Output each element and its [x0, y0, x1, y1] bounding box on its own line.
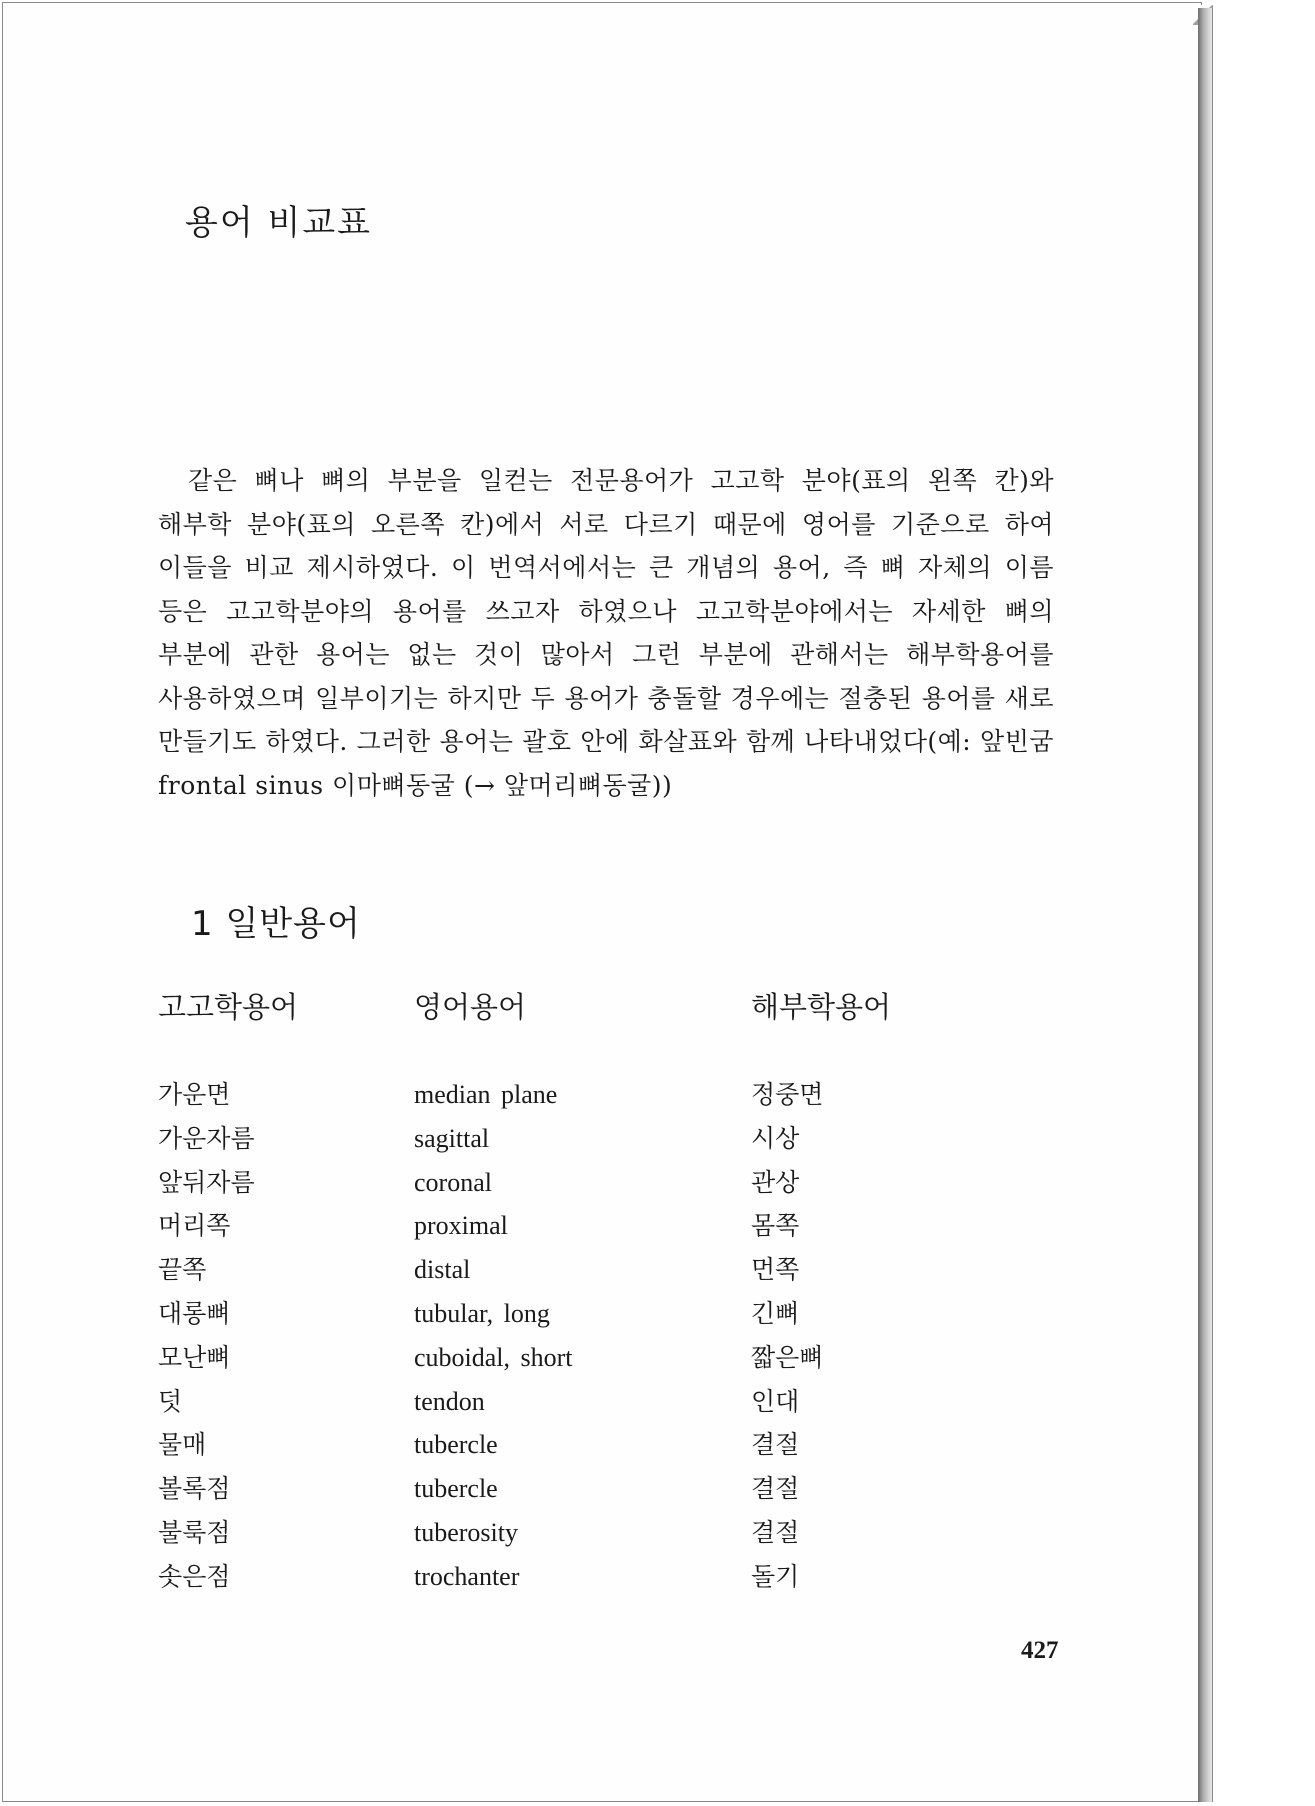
page-title: 용어 비교표 — [185, 203, 373, 243]
anatomy-term: 짧은뼈 — [751, 1342, 824, 1372]
english-term: tubercle — [414, 1430, 498, 1460]
intro-paragraph: 같은 뼈나 뼈의 부분을 일컫는 전문용어가 고고학 분야(표의 왼쪽 칸)와 해부학 분야(표의 오른쪽 칸)에서 서로 다르기 때문에 영어를 기준으로 하여 이들을 비교 제시하였다. 이 번역서에서는 큰 개념의 용어, 즉 뼈 자체의 이름 등은 고고학분야의 용어를 쓰고자 하였으나 고고학분야에서는 자세한 뼈의 부분에 관한 용어는 없는 것이 많아서 그런 부분에 관해서는 해부학용어를 사용하였으며 일부이기는 하지만 두 용어가 충돌할 경우에는 절충된 용어를 새로 만들기도 하였다. 그러한 용어는 괄호 안에 화살표와 함께 나타내었다(예: 앞빈굼 frontal sinus 이마뼈동굴 (→ 앞머리뼈동굴)) — [158, 466, 1054, 800]
english-term: median plane — [414, 1080, 558, 1109]
anatomy-term: 인대 — [751, 1386, 800, 1416]
table-row — [158, 1204, 1058, 1248]
archaeology-term: 솟은점 — [158, 1561, 231, 1591]
anatomy-term: 돌기 — [751, 1561, 800, 1591]
page-edge — [1198, 8, 1213, 1802]
section-heading: 1 일반용어 — [191, 904, 361, 944]
english-term: tendon — [414, 1386, 485, 1416]
english-term: proximal — [414, 1211, 508, 1241]
column-header-english: 영어용어 — [414, 990, 527, 1024]
anatomy-term: 결절 — [751, 1517, 800, 1547]
column-header-archaeology: 고고학용어 — [158, 990, 299, 1024]
english-term: cuboidal, short — [414, 1342, 573, 1372]
archaeology-term: 가운면 — [158, 1080, 231, 1109]
anatomy-term: 시상 — [751, 1123, 800, 1153]
table-row — [158, 1161, 1058, 1205]
table-row — [158, 1555, 1058, 1599]
table-row — [158, 1292, 1058, 1336]
archaeology-term: 대롱뼈 — [158, 1298, 231, 1328]
anatomy-term: 먼쪽 — [751, 1255, 800, 1285]
anatomy-term: 결절 — [751, 1474, 800, 1504]
english-term: tuberosity — [414, 1517, 518, 1547]
english-term: coronal — [414, 1167, 492, 1197]
anatomy-term: 정중면 — [751, 1080, 824, 1109]
table-row — [158, 1511, 1058, 1555]
table-row — [158, 1380, 1058, 1424]
archaeology-term: 앞뒤자름 — [158, 1167, 255, 1197]
table-row — [158, 1467, 1058, 1511]
anatomy-term: 관상 — [751, 1167, 800, 1197]
archaeology-term: 물매 — [158, 1430, 207, 1460]
anatomy-term: 결절 — [751, 1430, 800, 1460]
archaeology-term: 덧 — [158, 1386, 183, 1416]
archaeology-term: 가운자름 — [158, 1123, 255, 1153]
term-table — [158, 1073, 1058, 1599]
english-term: trochanter — [414, 1561, 520, 1591]
page-number: 427 — [1021, 1637, 1059, 1664]
english-term: tubular, long — [414, 1298, 550, 1328]
archaeology-term: 끝쪽 — [158, 1255, 207, 1285]
archaeology-term: 불룩점 — [158, 1517, 231, 1547]
table-row — [158, 1336, 1058, 1380]
book-page — [2, 2, 1202, 1802]
column-header-anatomy: 해부학용어 — [751, 990, 892, 1024]
archaeology-term: 머리쪽 — [158, 1211, 231, 1241]
table-row — [158, 1423, 1058, 1467]
anatomy-term: 긴뼈 — [751, 1298, 800, 1328]
table-row — [158, 1248, 1058, 1292]
archaeology-term: 모난뼈 — [158, 1342, 231, 1372]
english-term: sagittal — [414, 1123, 490, 1153]
column-headers — [158, 985, 1058, 1029]
table-row — [158, 1073, 1058, 1117]
archaeology-term: 볼록점 — [158, 1474, 231, 1504]
english-term: distal — [414, 1255, 471, 1285]
english-term: tubercle — [414, 1474, 498, 1504]
table-row — [158, 1117, 1058, 1161]
anatomy-term: 몸쪽 — [751, 1211, 800, 1241]
